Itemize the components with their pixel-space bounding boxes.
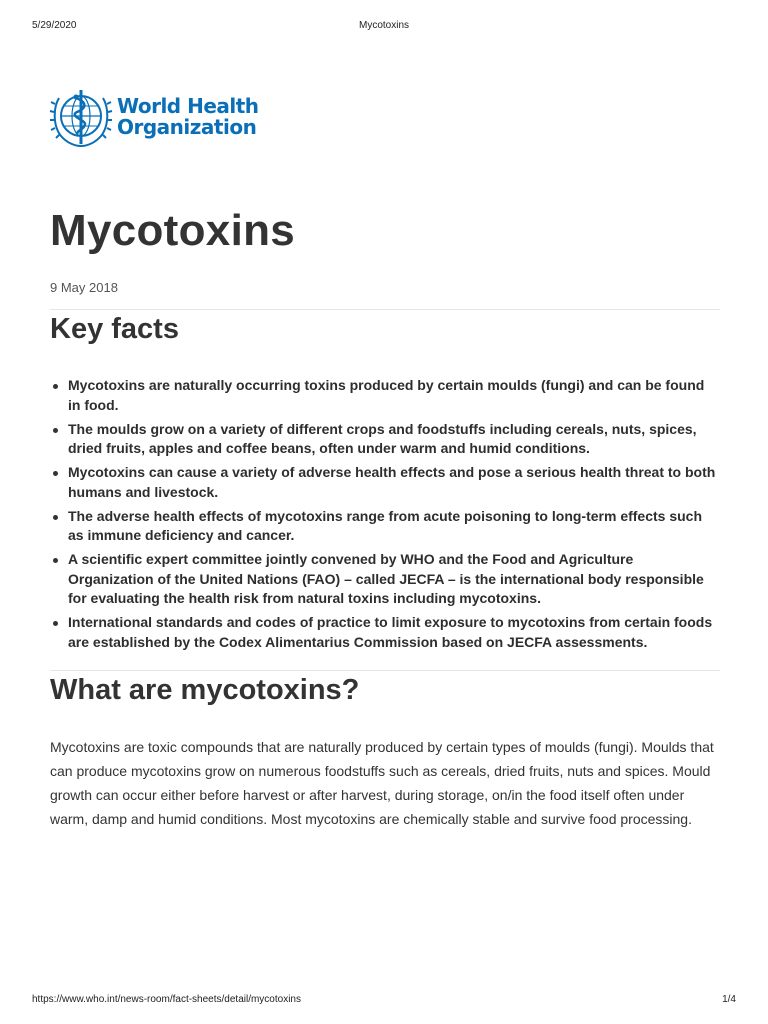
who-logo[interactable] (49, 86, 259, 148)
list-item (50, 463, 720, 502)
logo-line-1: World Health (117, 94, 259, 118)
print-header (32, 20, 736, 31)
print-date: 5/29/2020 (32, 20, 77, 31)
publish-date: 9 May 2018 (50, 280, 118, 295)
what-are-heading: What are mycotoxins? (50, 674, 360, 706)
article (50, 200, 720, 831)
list-item (50, 613, 720, 652)
bullet-icon (53, 384, 58, 389)
bullet-icon (53, 428, 58, 433)
bullet-icon (53, 621, 58, 626)
key-facts-list (50, 376, 720, 652)
list-item (50, 550, 720, 609)
bullet-icon (53, 471, 58, 476)
key-facts-heading: Key facts (50, 313, 179, 345)
list-item-text: The moulds grow on a variety of different crops and foodstuffs including cereals, nuts, spices, dried fruits, apples and coffee beans, often under warm and humid conditions. (68, 420, 697, 456)
list-item-text: Mycotoxins can cause a variety of adverse health effects and pose a serious health threat to both humans and livestock. (68, 464, 716, 500)
print-footer (32, 994, 736, 1005)
list-item (50, 376, 720, 415)
list-item (50, 420, 720, 459)
list-item-text: Mycotoxins are naturally occurring toxins produced by certain moulds (fungi) and can be found in food. (68, 377, 705, 413)
print-title: Mycotoxins (358, 20, 410, 31)
bullet-icon (53, 558, 58, 563)
logo-line-2: Organization (117, 115, 257, 139)
page-number: 1/4 (722, 994, 736, 1005)
list-item-text: International standards and codes of practice to limit exposure to mycotoxins from certain foods are established by the Codex Alimentarius Commission based on JECFA assessments. (68, 614, 713, 650)
page-url[interactable]: https://www.who.int/news-room/fact-sheets/detail/mycotoxins (32, 994, 301, 1005)
body-paragraph: Mycotoxins are toxic compounds that are naturally produced by certain types of moulds (fungi). Moulds that can produce mycotoxins grow on numerous foodstuffs such as cereals, dried fruits, nuts and spices. Mould growth can occur either before harvest or after harvest, during storage, on/in the food itself often under warm, damp and humid conditions. Most mycotoxins are chemically stable and survive food processing. (50, 739, 714, 827)
bullet-icon (53, 515, 58, 520)
page-title: Mycotoxins (50, 206, 296, 255)
list-item-text: The adverse health effects of mycotoxins range from acute poisoning to long-term effects such as immune deficiency and cancer. (68, 507, 703, 543)
list-item (50, 507, 720, 546)
list-item-text: A scientific expert committee jointly convened by WHO and the Food and Agriculture Organization of the United Nations (FAO) – called JECFA – is the international body responsible for evaluating the health risk from natural toxins including mycotoxins. (68, 551, 704, 606)
who-emblem-icon (49, 86, 113, 148)
